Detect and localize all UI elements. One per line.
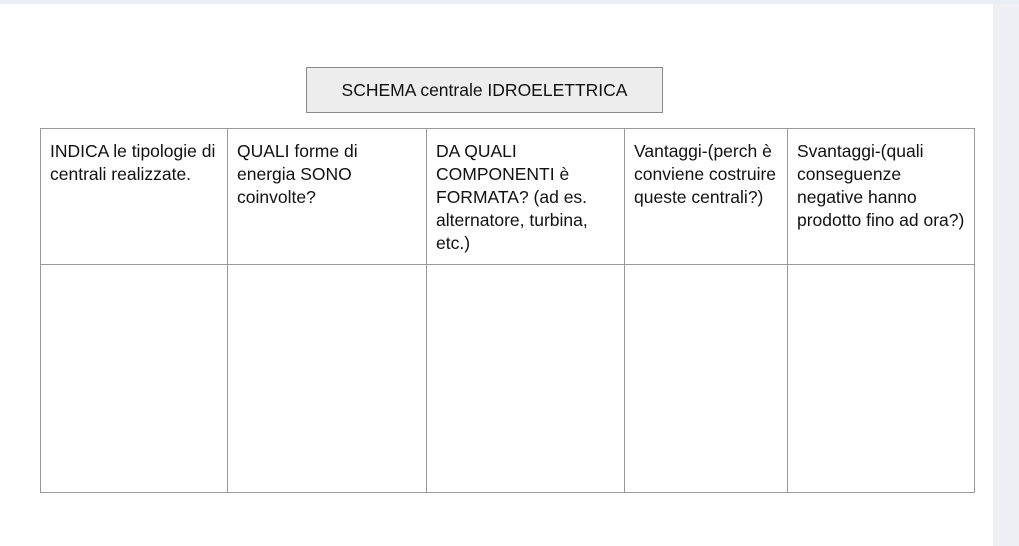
schema-title [306, 67, 663, 113]
table-header-row [41, 129, 975, 265]
empty-cell-svantaggi[interactable] [788, 265, 975, 493]
empty-cell-vantaggi[interactable] [625, 265, 788, 493]
header-cell-forme-energia: QUALI forme di energia SONO coinvolte? [228, 129, 427, 265]
empty-cell-forme-energia[interactable] [228, 265, 427, 493]
table-row [41, 265, 975, 493]
schema-table [40, 128, 975, 493]
header-cell-componenti: DA QUALI COMPONENTI è FORMATA? (ad es. alternatore, turbina, etc.) [427, 129, 625, 265]
header-cell-vantaggi: Vantaggi-(perch è conviene costruire queste centrali?) [625, 129, 788, 265]
header-cell-tipologie: INDICA le tipologie di centrali realizzate. [41, 129, 228, 265]
schema-title-text: SCHEMA centrale IDROELETTRICA [341, 79, 628, 100]
empty-cell-tipologie[interactable] [41, 265, 228, 493]
empty-cell-componenti[interactable] [427, 265, 625, 493]
header-cell-svantaggi: Svantaggi-(quali conseguenze negative hanno prodotto fino ad ora?) [788, 129, 975, 265]
